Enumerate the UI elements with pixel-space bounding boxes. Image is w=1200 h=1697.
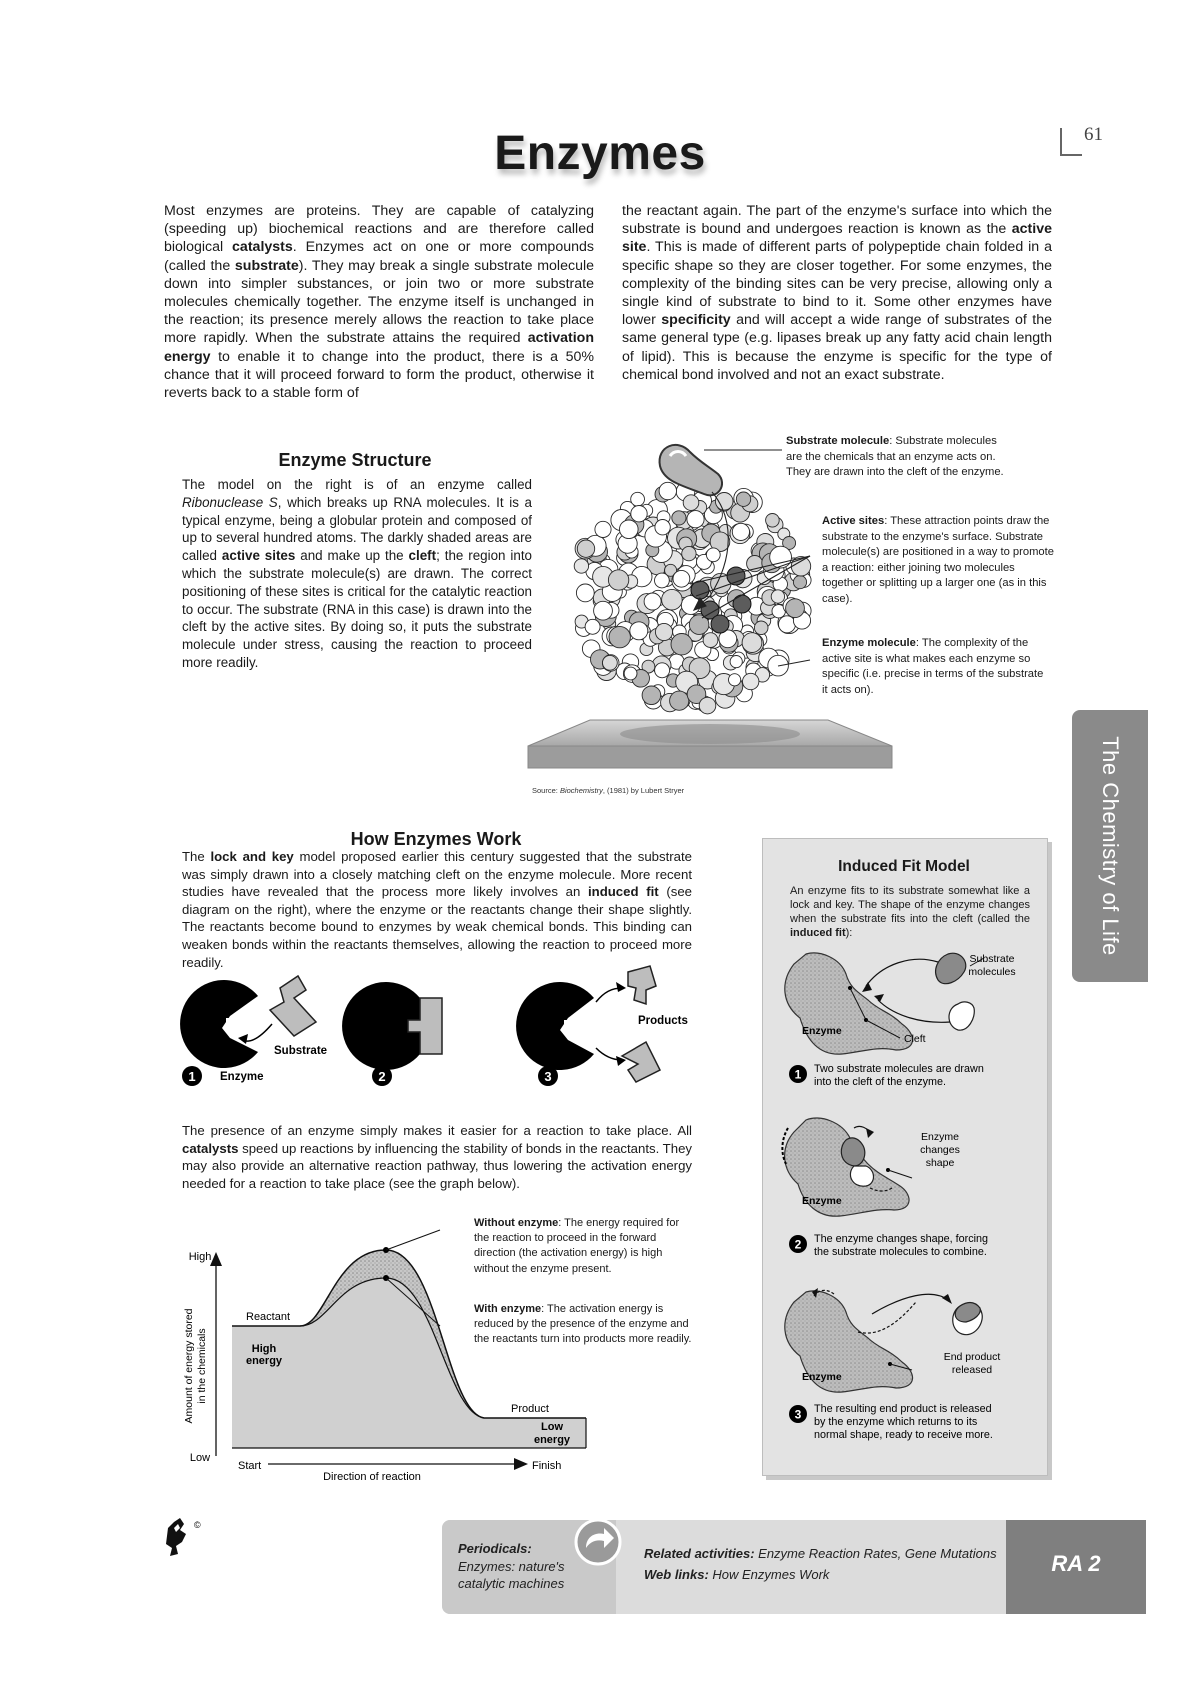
enzyme-changes-label-line2: changes bbox=[920, 1144, 960, 1156]
text-run: induced fit bbox=[790, 927, 846, 939]
lock-and-key-diagram bbox=[176, 960, 706, 1100]
enzyme-label-stage-1: Enzyme bbox=[802, 1025, 842, 1037]
atom bbox=[659, 482, 676, 499]
atom bbox=[594, 601, 613, 620]
atom bbox=[673, 570, 690, 587]
text-run: Biochemistry bbox=[559, 786, 603, 795]
text-run: ). They may break a single substrate molecule down into simpler substances, or join two or more substrate molecules chemically together. The enzyme itself is unchanged in the reaction; its presence merely allows the reaction to take place more rapidly. When the substrate attains the required bbox=[164, 257, 595, 347]
text-run: With enzyme bbox=[474, 1303, 542, 1315]
x-axis-label: Direction of reaction bbox=[323, 1471, 421, 1483]
callout-enzyme-molecule bbox=[822, 636, 1046, 698]
catalyst-presence-text bbox=[182, 1122, 692, 1192]
text-run: Most enzymes are proteins. They are capable of catalyzing (speeding up) biochemical reactions and are therefore called biological bbox=[164, 203, 594, 256]
how-enzymes-work-text bbox=[182, 848, 692, 971]
web-links-value[interactable]: How Enzymes Work bbox=[708, 1567, 830, 1582]
periodicals-label: Periodicals: bbox=[458, 1541, 532, 1556]
high-energy-label-line1: High bbox=[251, 1343, 277, 1355]
text-run: Substrate molecule bbox=[786, 435, 890, 447]
enzyme-structure-text bbox=[182, 476, 532, 672]
text-run: speed up reactions by influencing the stability of bonds in the reactants. They may also provide an alternative reaction pathway, thus lowering the activation energy needed for a reaction to take place (see the graph below). bbox=[182, 1140, 692, 1191]
fit-step-3-number: 3 bbox=[794, 1407, 802, 1422]
end-product-label-line2: released bbox=[951, 1364, 993, 1376]
text-run: . Enzymes act on one or more compounds (called the bbox=[164, 239, 594, 274]
atom bbox=[766, 514, 780, 528]
atom bbox=[576, 584, 594, 602]
text-run: The presence of an enzyme simply makes it easier for a reaction to take place. All bbox=[182, 1123, 692, 1138]
atom bbox=[670, 691, 689, 710]
text-run: , (1981) by Lubert Stryer bbox=[602, 786, 685, 795]
atom bbox=[683, 495, 699, 511]
induced-fit-diagram bbox=[762, 938, 1046, 1474]
fit-step-1-marker bbox=[789, 1065, 807, 1083]
fit-step-2-marker bbox=[789, 1235, 807, 1253]
atom bbox=[630, 622, 648, 640]
enzyme-released-icon bbox=[516, 982, 594, 1070]
y-axis-label-line2: in the chemicals bbox=[196, 1328, 208, 1404]
atom bbox=[655, 520, 670, 535]
page-title: Enzymes bbox=[494, 127, 706, 180]
atom bbox=[574, 559, 588, 573]
atom bbox=[706, 548, 720, 562]
cleft-label: Cleft bbox=[904, 1033, 926, 1045]
atom bbox=[620, 520, 639, 539]
callout-active-sites bbox=[822, 514, 1054, 608]
enzyme-label: Enzyme bbox=[220, 1071, 264, 1083]
fit-step-2-number: 2 bbox=[794, 1237, 802, 1252]
text-run: induced fit bbox=[587, 884, 659, 900]
atom bbox=[595, 521, 611, 537]
chapter-tab-label: The Chemistry of Life bbox=[1098, 736, 1123, 956]
atom bbox=[609, 626, 630, 647]
text-run: Enzyme molecule bbox=[822, 637, 916, 649]
atom bbox=[754, 621, 768, 635]
substrate-molecules-label-line1: Substrate bbox=[969, 953, 1015, 965]
text-run: catalysts bbox=[232, 239, 293, 256]
chapter-tab-label-wrap bbox=[1072, 710, 1148, 982]
fit-step-3-marker bbox=[789, 1405, 807, 1423]
enzyme-label-stage-3: Enzyme bbox=[802, 1371, 842, 1383]
atom bbox=[732, 523, 749, 540]
substrate-shape-icon bbox=[270, 976, 316, 1036]
related-links bbox=[644, 1543, 1004, 1585]
atom bbox=[699, 697, 716, 714]
enzyme-stage-1-icon bbox=[785, 953, 913, 1054]
periodicals-line2: catalytic machines bbox=[458, 1576, 565, 1591]
text-run: ): bbox=[845, 927, 853, 939]
fit-step-3-text-line2: by the enzyme which returns to its bbox=[814, 1416, 978, 1428]
text-run: : The activation energy is reduced by the presence of the enzyme and the reactants turn into products more readily. bbox=[474, 1303, 692, 1346]
copyright-mark: © bbox=[194, 1520, 201, 1530]
text-run: (see diagram on the right), where the enzyme or the reactants change their shape slightly. The reactants become bound to enzymes by weak chemical bonds. This binding can weaken bonds within the reactants themselves, allowing the reaction to proceed more readily. bbox=[182, 884, 692, 970]
atom bbox=[644, 593, 661, 610]
atom bbox=[771, 590, 784, 603]
atom bbox=[577, 540, 594, 557]
intro-text-right bbox=[622, 202, 1052, 384]
atom bbox=[655, 573, 670, 588]
text-run: cleft bbox=[408, 548, 437, 564]
atom bbox=[687, 511, 704, 528]
fit-step-2-text-line1: The enzyme changes shape, forcing bbox=[814, 1233, 989, 1245]
fit-step-3-text-line1: The resulting end product is released bbox=[814, 1403, 992, 1415]
figure-source bbox=[532, 786, 684, 795]
text-run: substrate bbox=[234, 257, 299, 274]
text-run: and make up the bbox=[295, 548, 409, 564]
text-run: : The energy required for the reaction to proceed in the forward direction (the activation energy) is high without the enzyme present. bbox=[474, 1217, 680, 1275]
related-activities-value[interactable]: Enzyme Reaction Rates, Gene Mutations bbox=[754, 1546, 997, 1561]
page-number: 61 bbox=[1084, 124, 1103, 145]
atom bbox=[585, 619, 600, 634]
text-run: Active sites bbox=[822, 515, 885, 527]
atom bbox=[793, 576, 806, 589]
intro-text-left bbox=[164, 202, 594, 402]
atom bbox=[786, 599, 805, 618]
atom bbox=[655, 663, 670, 678]
enzyme-substrate-complex-icon bbox=[342, 982, 442, 1070]
text-run: : The complexity of the active site is what makes each enzyme so specific (i.e. precise in terms of the substrate it acts on). bbox=[822, 637, 1044, 696]
step-1-number: 1 bbox=[188, 1069, 196, 1084]
atom bbox=[703, 633, 718, 648]
text-run: Ribonuclease S bbox=[182, 494, 278, 510]
text-run: and will accept a wide range of substrates of the same general type (e.g. lipases break up any fatty acid chain length of lipid). This is because the enzyme is specific for the type of chemical bond involved and not an exact substrate. bbox=[622, 312, 1052, 383]
enzyme-changes-label-line3: shape bbox=[925, 1157, 955, 1169]
text-run: lock and key bbox=[210, 849, 294, 864]
text-run: The model on the right is of an enzyme called bbox=[182, 477, 532, 492]
step-1-marker bbox=[182, 1066, 202, 1086]
atom bbox=[608, 570, 628, 590]
step-2-marker bbox=[372, 1066, 392, 1086]
fit-step-1-number: 1 bbox=[794, 1067, 802, 1082]
how-enzymes-work-heading: How Enzymes Work bbox=[350, 829, 522, 849]
atom bbox=[736, 492, 750, 506]
periodicals-reference bbox=[458, 1540, 598, 1593]
enzyme-pacman-icon bbox=[180, 980, 258, 1068]
atom bbox=[642, 686, 661, 705]
text-run: model proposed earlier this century suggested that the substrate was simply drawn into a closely matching cleft on the enzyme molecule. More recent studies have revealed that the process more likely involves an bbox=[182, 849, 692, 900]
substrate-molecules-label-line2: molecules bbox=[968, 966, 1016, 978]
web-links bbox=[644, 1564, 1004, 1585]
with-enzyme-note bbox=[474, 1302, 694, 1348]
fit-step-1-text-line1: Two substrate molecules are drawn bbox=[814, 1063, 984, 1075]
without-enzyme-note bbox=[474, 1216, 694, 1277]
x-axis-finish: Finish bbox=[532, 1460, 562, 1472]
y-axis-label-line1: Amount of energy stored bbox=[183, 1308, 195, 1424]
related-activities-label: Related activities: bbox=[644, 1546, 755, 1561]
text-run: The bbox=[182, 849, 211, 864]
text-run: the reactant again. The part of the enzyme's surface into which the substrate is bound and undergoes reaction is known as the bbox=[622, 203, 1052, 238]
text-run: specificity bbox=[661, 312, 731, 329]
product-label: Product bbox=[511, 1403, 549, 1415]
atom bbox=[631, 492, 645, 506]
induced-fit-heading: Induced Fit Model bbox=[838, 858, 970, 875]
ribonuclease-model-figure bbox=[520, 428, 1080, 790]
atom bbox=[631, 506, 647, 522]
end-product-icon bbox=[953, 1303, 983, 1335]
y-axis-low: Low bbox=[189, 1452, 211, 1464]
display-platform bbox=[528, 720, 892, 768]
x-axis-start: Start bbox=[238, 1460, 262, 1472]
low-energy-label-line2: energy bbox=[533, 1434, 571, 1446]
text-run: : These attraction points draw the substrate to the enzyme's surface. Substrate molecule(s) are positioned in a way to promote a reaction: either joining two molecules together or splitting up a larger one (as in this case). bbox=[822, 515, 1054, 605]
enzyme-changes-label-line1: Enzyme bbox=[921, 1131, 959, 1143]
atom bbox=[682, 546, 696, 560]
atom bbox=[672, 511, 686, 525]
enzyme-molecule-icon bbox=[574, 482, 811, 714]
text-run: active site bbox=[622, 221, 1052, 256]
products-label: Products bbox=[638, 1015, 688, 1027]
web-links-label: Web links: bbox=[644, 1567, 709, 1582]
atom bbox=[624, 667, 637, 680]
y-axis-high: High bbox=[188, 1251, 212, 1263]
text-run: Source: bbox=[532, 786, 560, 795]
fit-step-1-text-line2: into the cleft of the enzyme. bbox=[814, 1076, 947, 1088]
text-run: active sites bbox=[221, 548, 296, 564]
enzyme-label-stage-2: Enzyme bbox=[802, 1195, 842, 1207]
text-run: Without enzyme bbox=[474, 1217, 559, 1229]
atom bbox=[742, 633, 762, 653]
substrate-label: Substrate bbox=[274, 1045, 328, 1057]
text-run: to enable it to change into the product, there is a 50% chance that it will proceed forward to form the product, otherwise it reverts back to a stable form of bbox=[164, 348, 594, 402]
induced-fit-text bbox=[790, 884, 1030, 940]
end-product-label-line1: End product bbox=[943, 1351, 1001, 1363]
fit-step-2-text-line2: the substrate molecules to combine. bbox=[814, 1246, 987, 1258]
text-run: : Substrate molecules are the chemicals that an enzyme acts on. They are drawn into the cleft of the enzyme. bbox=[786, 435, 1004, 479]
substrate-dark-icon bbox=[936, 953, 966, 983]
atom bbox=[730, 656, 742, 668]
step-3-marker bbox=[538, 1066, 558, 1086]
active-site-atom bbox=[733, 595, 751, 613]
step-2-number: 2 bbox=[378, 1069, 386, 1084]
step-3-number: 3 bbox=[544, 1069, 552, 1084]
text-run: catalysts bbox=[182, 1140, 239, 1156]
text-run: , which breaks up RNA molecules. It is a typical enzyme, being a globular protein and composed of up to several hundred atoms. The darkly shaded areas are called bbox=[182, 494, 532, 564]
atom bbox=[671, 634, 692, 655]
atom bbox=[743, 673, 759, 689]
substrate-light-icon bbox=[949, 1002, 974, 1030]
atom bbox=[603, 655, 618, 670]
callout-substrate-molecule bbox=[786, 434, 1016, 481]
high-energy-label-line2: energy bbox=[245, 1355, 283, 1367]
text-run: ; the region into which the substrate molecule(s) are drawn. The correct positioning of these sites is critical for the catalytic reaction to occur. The substrate (RNA in this case) is drawn into the cleft by the active sites. By doing so, it puts the substrate molecule under stress, causing the reaction to proceed more readily. bbox=[182, 548, 533, 670]
enzyme-structure-heading: Enzyme Structure bbox=[278, 450, 432, 470]
reactant-label: Reactant bbox=[246, 1311, 291, 1323]
text-run: activation energy bbox=[164, 330, 594, 365]
text-run: An enzyme fits to its substrate somewhat like a lock and key. The shape of the enzyme changes when the substrate fits into the cleft (called the bbox=[790, 885, 1030, 925]
fit-step-3-text-line3: normal shape, ready to receive more. bbox=[814, 1429, 993, 1441]
low-energy-label-line1: Low bbox=[541, 1421, 563, 1433]
active-site-atom bbox=[711, 615, 729, 633]
atom bbox=[655, 623, 672, 640]
periodicals-line1: Enzymes: nature's bbox=[458, 1558, 565, 1574]
publisher-logo-icon bbox=[158, 1514, 206, 1558]
atom bbox=[729, 674, 741, 686]
atom bbox=[662, 589, 683, 610]
activity-code: RA 2 bbox=[1051, 1551, 1101, 1576]
related-activities bbox=[644, 1543, 1004, 1564]
graph-area bbox=[232, 1250, 586, 1448]
text-run: . This is made of different parts of polypeptide chain folded in a specific shape so they are closer together. For some enzymes, the complexity of the binding sites can be very precise, allowing only a single kind of substrate to bind to it. Some other enzymes have lower bbox=[622, 239, 1052, 329]
